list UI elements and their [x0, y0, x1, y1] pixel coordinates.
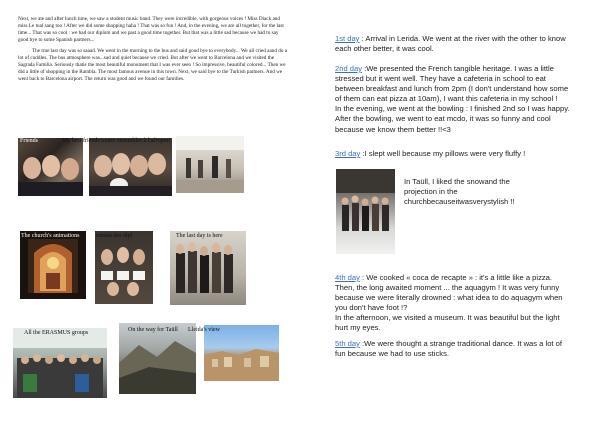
photo-last-day — [170, 231, 246, 305]
photo-diploma — [95, 231, 153, 304]
caption-best-friends: My best friends toutes ensembles à l'aéroport — [62, 138, 171, 144]
photo-best-friends-airport — [89, 138, 172, 196]
diary-day-2 — [335, 64, 571, 135]
photo-taull-snow — [336, 169, 395, 254]
caption-lleida-view: Lleida's view — [188, 327, 220, 333]
caption-erasmus-groups: All the ERASMUS groups — [24, 330, 89, 336]
photo-erasmus-art — [13, 328, 107, 398]
diary-day-1 — [335, 34, 571, 54]
photo-airport-hall — [176, 136, 244, 193]
day-5-text: :We were thought a strange traditional dance. It was a lot of fun because we had to use sticks. — [335, 339, 562, 359]
day-3-label: 3rd day — [335, 149, 361, 158]
caption-church-animations: The church's animations — [21, 233, 80, 239]
photo-church-animations — [20, 231, 86, 299]
photo-friends-selfie — [18, 138, 83, 196]
day-3-text: :I slept well because my pillows were very fluffy ! — [360, 149, 526, 158]
caption-way-to-taull: On the way for Taüll — [128, 327, 178, 333]
diary-day-5 — [335, 339, 571, 359]
left-paragraph-1: Next, we ate and after lunch time, we saw a student music band. They were incredible, with gorgeous voices ! Miss Diack and miss Le tual sang too ! After we did some shopping haha ! That was so fun ! And, in the evening, we are all together, for the last time... That was so cool : we had our diplom and we past a good time together. But that was a little sad because we had to say good bye to some Spanish partners... — [18, 16, 284, 43]
day-4-label: 4th day — [335, 273, 360, 282]
photo-best-friends-art — [89, 138, 172, 196]
photo-taull-snow-art — [336, 169, 395, 254]
day-2-label: 2nd day — [335, 64, 363, 73]
diary-day-3 — [335, 149, 571, 159]
photo-diploma-art — [95, 231, 153, 304]
day-5-label: 5th day — [335, 339, 360, 348]
caption-last-day: The last day is here — [176, 233, 223, 239]
taull-caption-text: In Taüll, I liked the snowand the projection in the churchbecauseitwasverystylish !! — [404, 177, 515, 207]
photo-church-art — [20, 231, 86, 299]
photo-erasmus-groups — [13, 328, 107, 398]
left-text-column — [18, 16, 290, 87]
day-4-text-afternoon: In the afternoon, we visited a museum. It was beautiful but the light hurt my eyes. — [335, 313, 560, 333]
photo-last-day-art — [170, 231, 246, 305]
left-paragraph-2: The true last day was so saaad. We went in the morning to the bus and said good bye to everybody... We all cried aand do a lot of cuddles. The bus atmosphere was...sad and quiet because we cried. But after we went to Barcelona and we visited the Sagrada Familia. Seriously thatis the most beautiful monument that I was ever seen ! So impressive, beautiful colored... Then we did a little of shopping in the Rambla. The most famous avenue in this town. Next, we said bye to the Turkish partners. And we went back to Barcelona airport. The return was good and we found our families. — [18, 48, 288, 82]
photo-airport-hall-art — [176, 136, 244, 193]
caption-friends-prefix: Friends — [20, 138, 38, 144]
day-2-text: :We presented the French tangible heritage. I was a little stressed but it went well. They have a cafeteria in school to eat between breakfast and lunch from 2pm (I don't understand how some of them can eat pizza at 10am), I want this cafeteria in my school ! — [335, 64, 569, 104]
day-4-text: : We cooked « coca de recapte » : it's a little like a pizza. Then, the long awaited moment ... the aquagym ! It was very funny because we were literally drowned : what idea to do aquagym when you don't have foot !? — [335, 273, 563, 313]
day-1-text: : Arrival in Lerida. We went at the river with the other to know each other better, it was cool. — [335, 34, 566, 54]
caption-diploma: remise des dipl — [96, 233, 133, 239]
photo-friends-selfie-art — [18, 138, 83, 196]
day-1-label: 1st day — [335, 34, 360, 43]
diary-day-4 — [335, 273, 571, 334]
day-2-text-evening: In the evening, we went at the bowling : I finished 2nd so I was happy. After the bowling, we went to eat mcdo, it was so funny and cool because we know them better !!<3 — [335, 104, 570, 134]
